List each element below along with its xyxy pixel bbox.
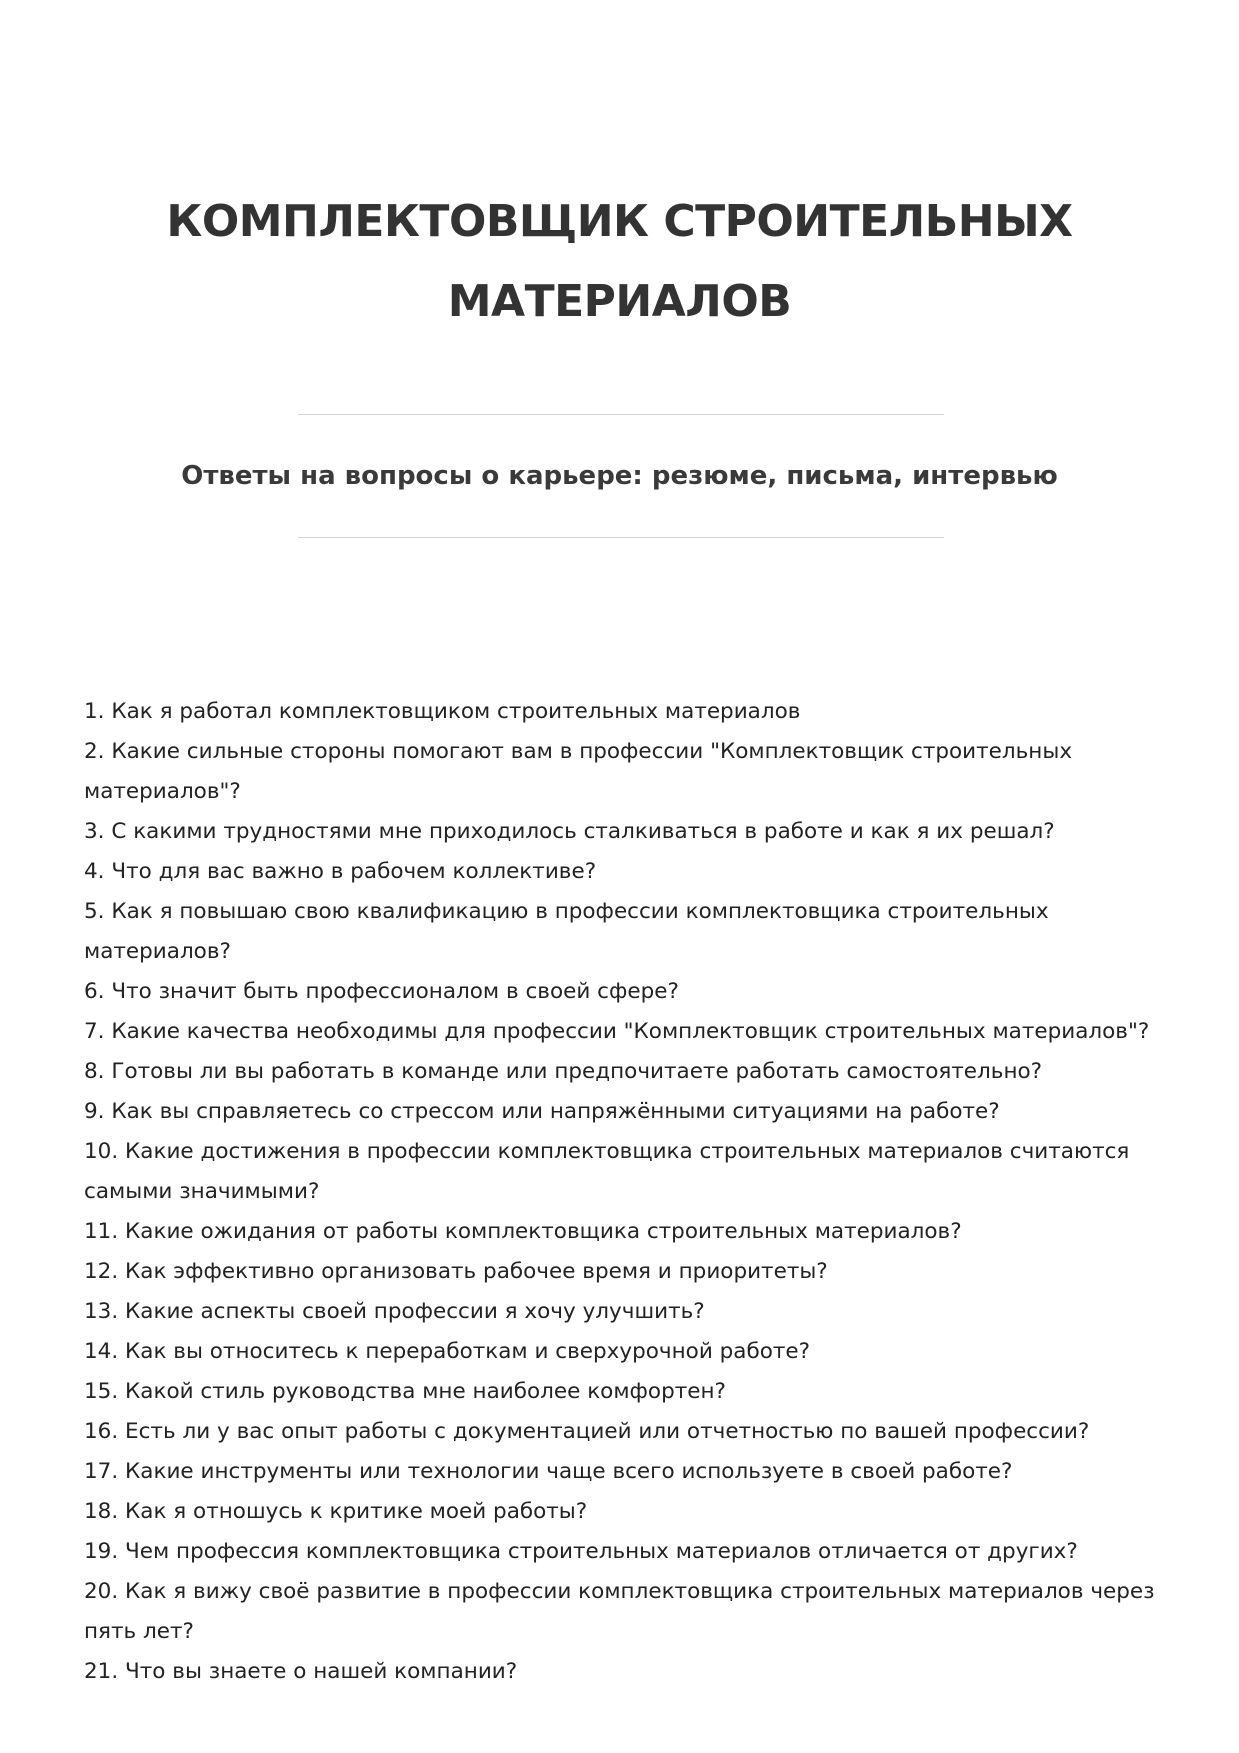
questions-list (84, 692, 1164, 1692)
question-item: 4. Что для вас важно в рабочем коллективе? (84, 859, 597, 884)
page-title-line-2: МАТЕРИАЛОВ (447, 276, 792, 327)
question-item: 21. Что вы знаете о нашей компании? (84, 1659, 518, 1684)
question-item: 13. Какие аспекты своей профессии я хочу улучшить? (84, 1299, 705, 1324)
question-item: 16. Есть ли у вас опыт работы с документацией или отчетностью по вашей профессии? (84, 1419, 1090, 1444)
question-item: 8. Готовы ли вы работать в команде или предпочитаете работать самостоятельно? (84, 1059, 1043, 1084)
question-item: 18. Как я отношусь к критике моей работы? (84, 1499, 588, 1524)
question-item: 15. Какой стиль руководства мне наиболее комфортен? (84, 1379, 726, 1404)
question-item: 6. Что значит быть профессионалом в своей сфере? (84, 979, 679, 1004)
question-item: 7. Какие качества необходимы для профессии "Комплектовщик строительных материалов"? (84, 1019, 1150, 1044)
question-item: 1. Как я работал комплектовщиком строительных материалов (84, 699, 801, 724)
question-item: 12. Как эффективно организовать рабочее время и приоритеты? (84, 1259, 828, 1284)
question-item: 2. Какие сильные стороны помогают вам в профессии "Комплектовщик строительных материалов"? (84, 739, 1073, 804)
question-item: 19. Чем профессия комплектовщика строительных материалов отличается от других? (84, 1539, 1078, 1564)
page-title-line-1: КОМПЛЕКТОВЩИК СТРОИТЕЛЬНЫХ (166, 196, 1073, 247)
question-item: 3. С какими трудностями мне приходилось сталкиваться в работе и как я их решал? (84, 819, 1055, 844)
question-item: 5. Как я повышаю свою квалификацию в профессии комплектовщика строительных материалов? (84, 899, 1049, 964)
question-item: 14. Как вы относитесь к переработкам и сверхурочной работе? (84, 1339, 811, 1364)
page-subtitle: Ответы на вопросы о карьере: резюме, письма, интервью (181, 461, 1058, 491)
question-item: 10. Какие достижения в профессии комплектовщика строительных материалов считаются самыми значимыми? (84, 1139, 1130, 1204)
question-item: 9. Как вы справляетесь со стрессом или напряжёнными ситуациями на работе? (84, 1099, 1000, 1124)
top-divider (298, 414, 944, 415)
page-title (0, 182, 1239, 342)
question-item: 20. Как я вижу своё развитие в профессии комплектовщика строительных материалов через пять лет? (84, 1579, 1155, 1644)
bottom-divider (298, 537, 944, 538)
question-item: 11. Какие ожидания от работы комплектовщика строительных материалов? (84, 1219, 962, 1244)
question-item: 17. Какие инструменты или технологии чаще всего используете в своей работе? (84, 1459, 1013, 1484)
